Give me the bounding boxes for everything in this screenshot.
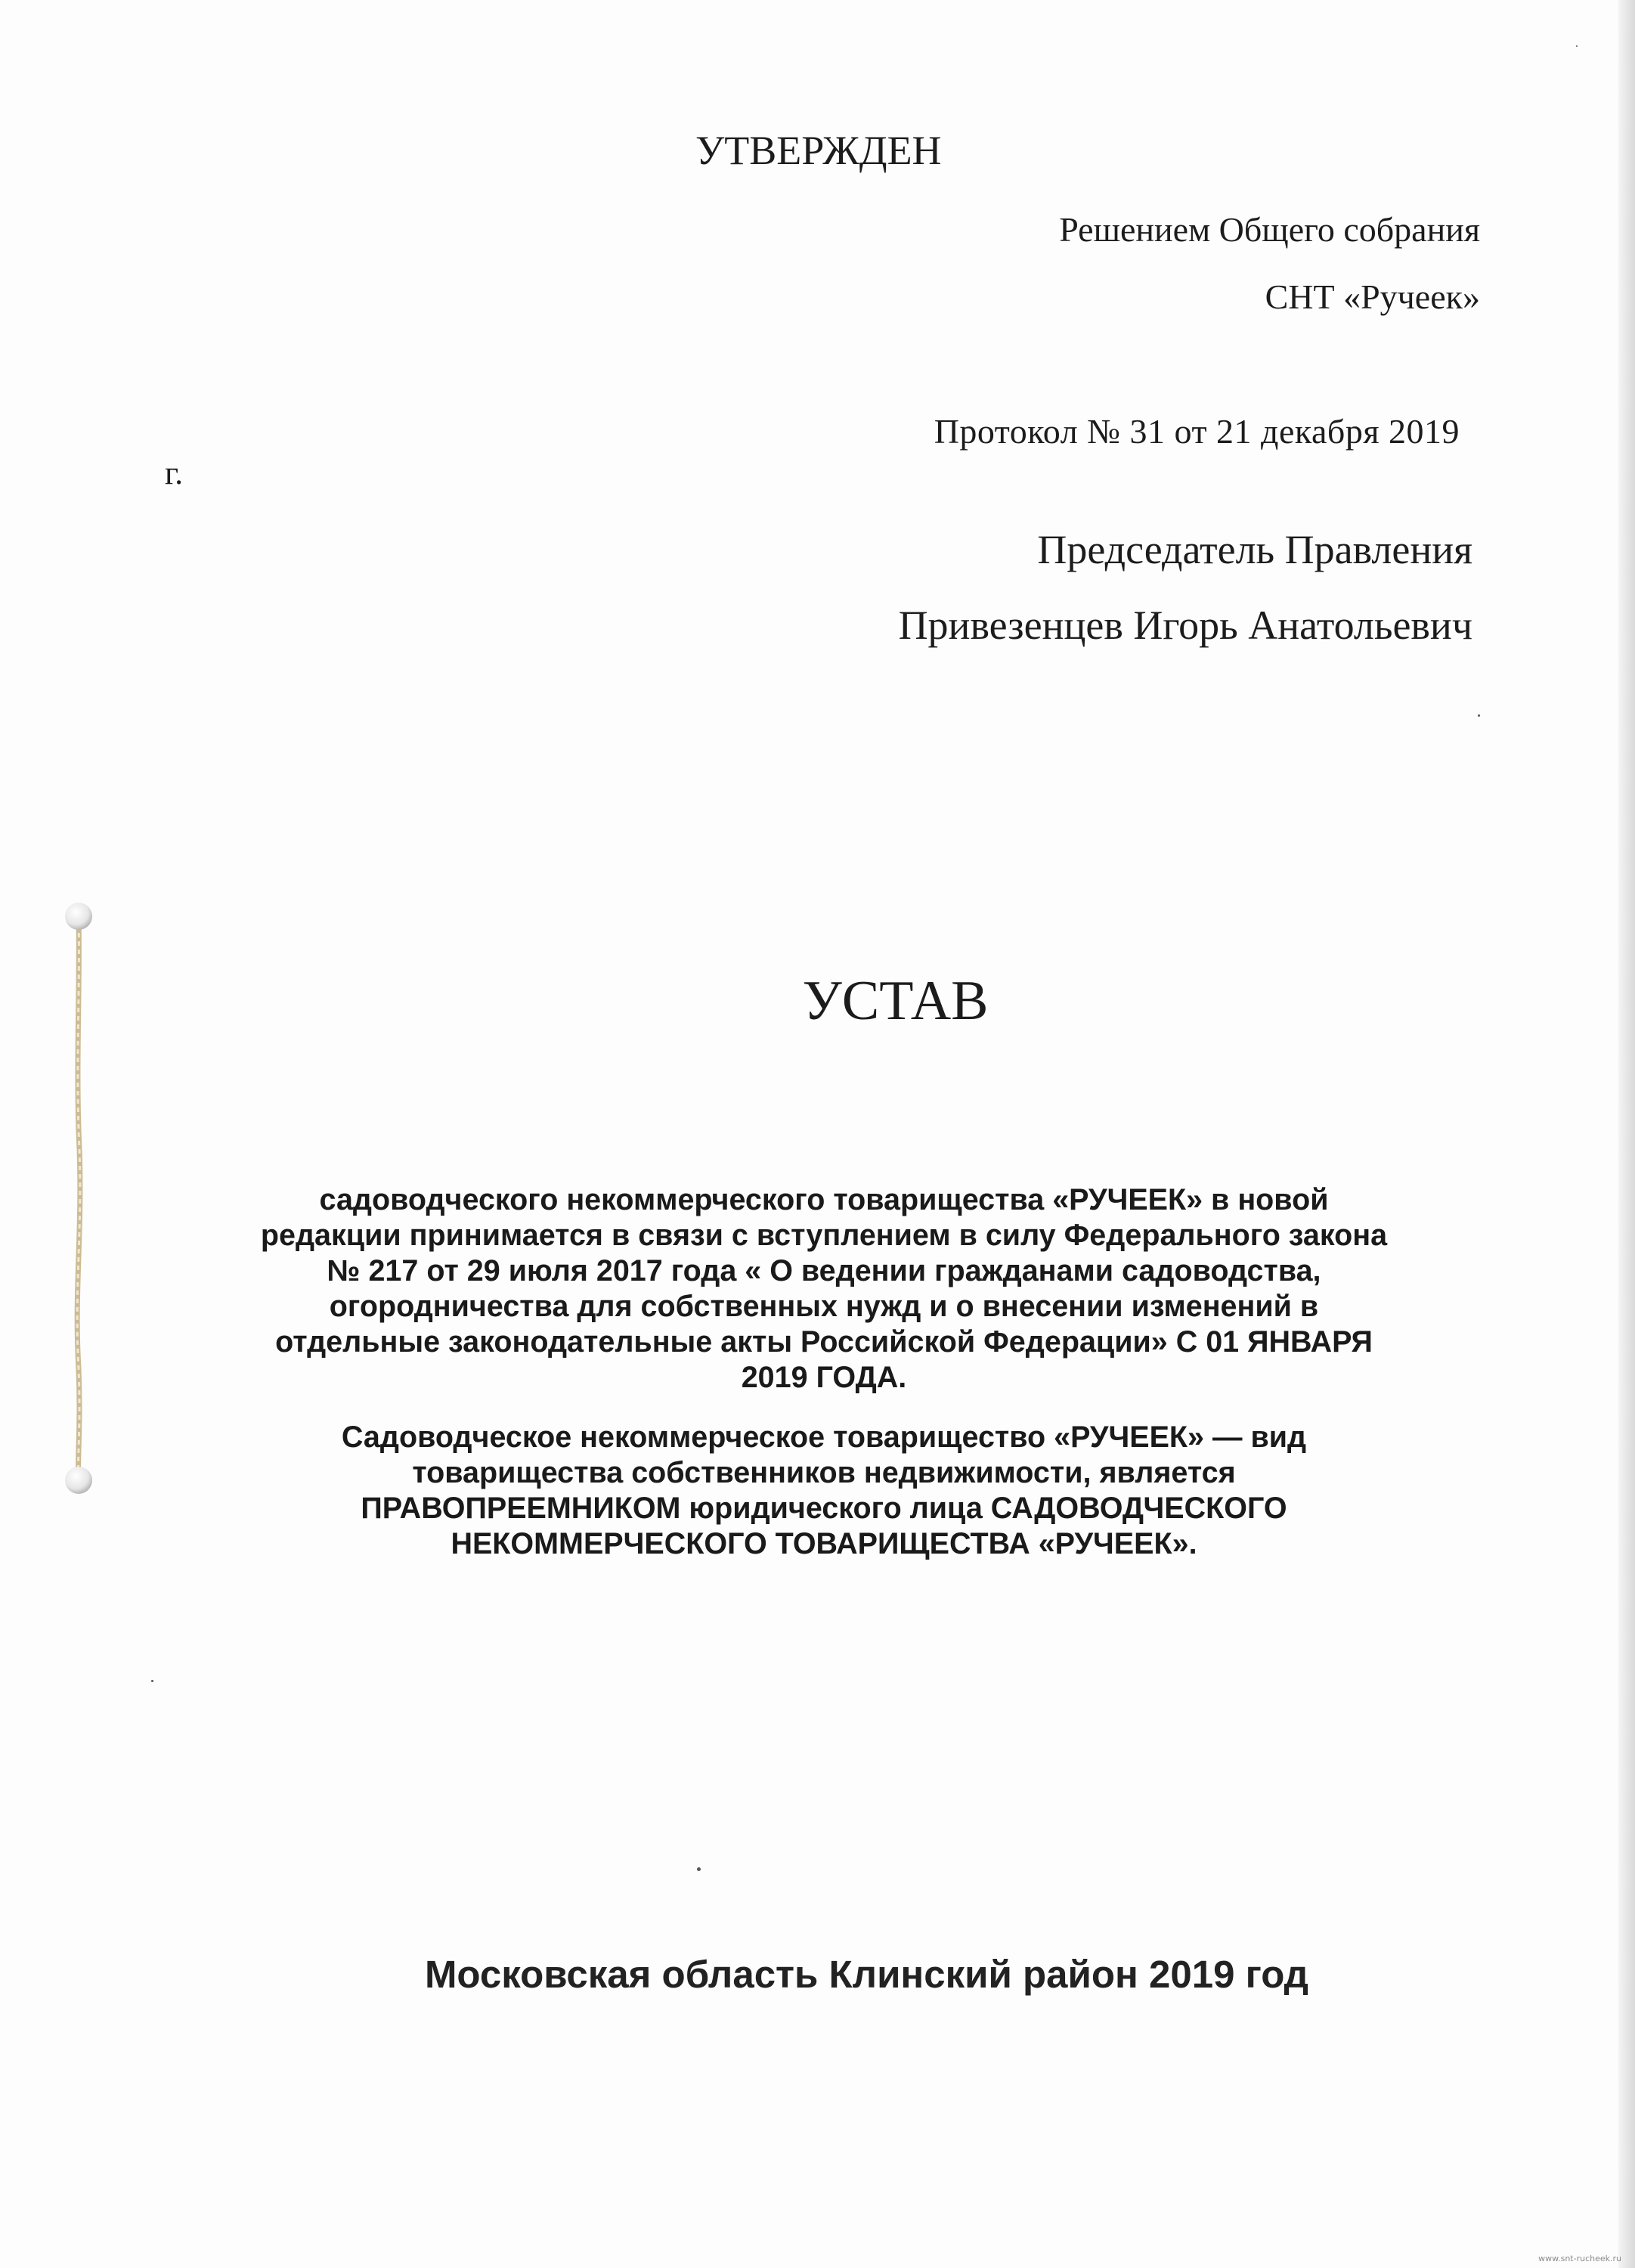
scan-speck [1478,714,1480,717]
chairman-title: Председатель Правления [1037,527,1472,572]
succession-line: товарищества собственников недвижимости, является [412,1456,1236,1489]
succession-paragraph [242,1420,1406,1562]
chairman-name: Привезенцев Игорь Анатольевич [898,603,1472,648]
approved-heading: УТВЕРЖДЕН [695,128,942,173]
preamble-line: 2019 ГОДА. [741,1361,907,1394]
scan-speck [151,1680,153,1682]
succession-line: Садоводческое некоммерческое товарищество «РУЧЕЕК» — вид [341,1421,1307,1454]
preamble-line: садоводческого некоммерческого товарищества «РУЧЕЕК» в новой [319,1183,1329,1216]
footer-place-year: Московская область Клинский район 2019 год [424,1953,1309,1996]
scan-speck [697,1867,701,1871]
page-edge-shadow [1618,0,1635,2268]
cord-knot-bottom [65,1467,92,1494]
site-watermark: www.snt-rucheek.ru [1538,2254,1621,2263]
preamble-line: огородничества для собственных нужд и о внесении изменений в [329,1290,1319,1323]
organization-line: СНТ «Ручеек» [1265,277,1480,316]
scan-speck [1576,45,1578,47]
preamble-line: редакции принимается в связи с вступлением в силу Федерального закона [260,1219,1388,1252]
binding-cord [63,900,94,1497]
protocol-year-suffix: г. [165,454,184,491]
succession-line: НЕКОММЕРЧЕСКОГО ТОВАРИЩЕСТВА «РУЧЕЕК». [451,1527,1197,1560]
preamble-line: № 217 от 29 июля 2017 года « О ведении гражданами садоводства, [327,1254,1321,1287]
cord-knot-top [65,903,92,930]
preamble-paragraph [242,1182,1406,1396]
preamble-line: отдельные законодательные акты Российской Федерации» С 01 ЯНВАРЯ [275,1325,1373,1359]
protocol-line: Протокол № 31 от 21 декабря 2019 [934,412,1460,451]
decision-line: Решением Общего собрания [1059,210,1480,249]
succession-line: ПРАВОПРЕЕМНИКОМ юридического лица САДОВОДЧЕСКОГО [361,1492,1287,1525]
document-title: УСТАВ [802,970,989,1032]
